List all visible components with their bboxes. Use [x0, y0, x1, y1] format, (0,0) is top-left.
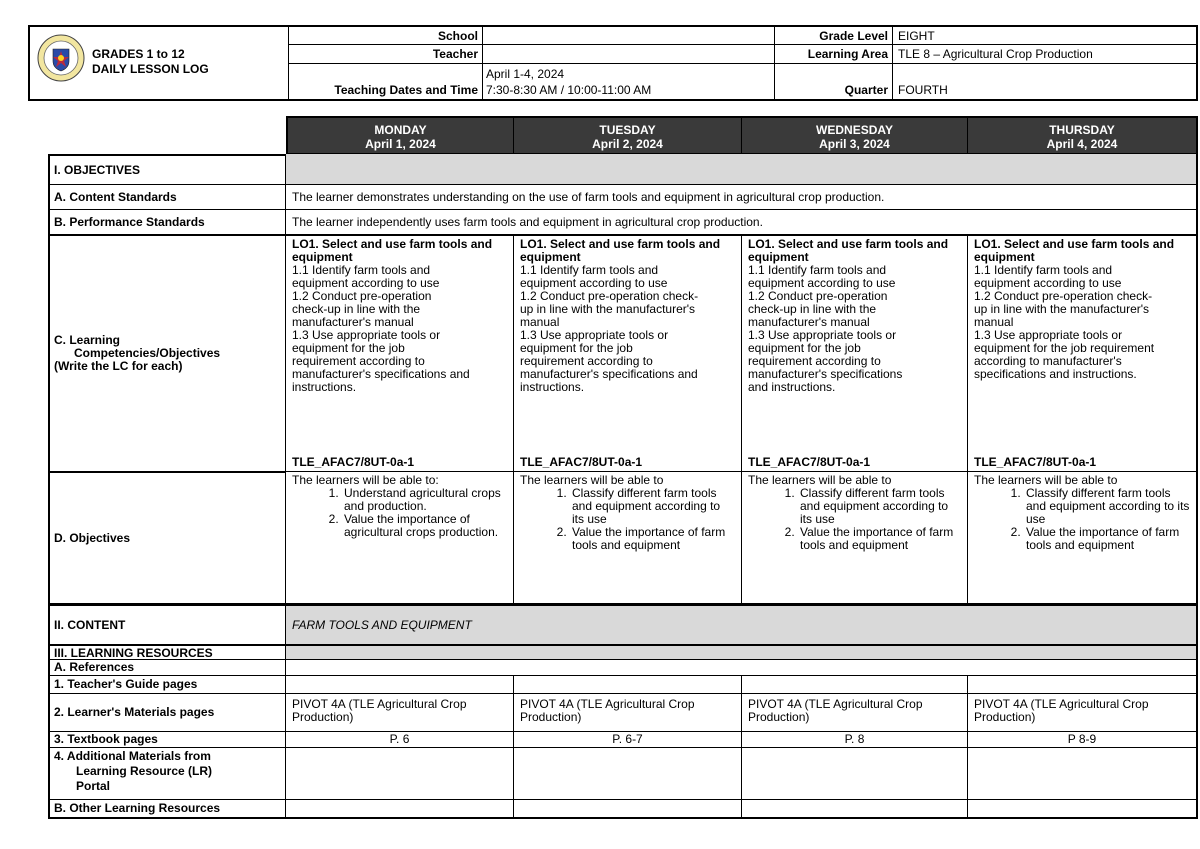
objectives-list [768, 487, 961, 552]
competency-lines [748, 264, 961, 394]
textbook-pages-thursday: P 8-9 [968, 732, 1198, 748]
competency-line: manufacturer's manual [292, 315, 414, 329]
resources-section-label: III. LEARNING RESOURCES [48, 646, 286, 660]
form-title-line2: DAILY LESSON LOG [92, 62, 209, 76]
objectives-cell-thursday [968, 472, 1198, 604]
competency-line: and instructions. [748, 380, 836, 394]
competency-line: check-up in line with the [292, 302, 421, 316]
competency-line: manual [974, 315, 1014, 329]
day-name: THURSDAY [1049, 123, 1115, 137]
teachers-guide-wednesday [742, 676, 968, 694]
objectives-label: D. Objectives [48, 472, 286, 604]
additional-materials-label [48, 748, 286, 800]
competency-line: instructions. [520, 380, 585, 394]
day-date: April 2, 2024 [592, 137, 663, 151]
competency-line: 1.1 Identify farm tools and [974, 263, 1113, 277]
learners-materials-monday: PIVOT 4A (TLE Agricultural Crop Production) [286, 694, 514, 732]
additional-materials-wednesday [742, 748, 968, 800]
competencies-label-line1: C. Learning [54, 333, 121, 347]
competency-lo: LO1. Select and use farm tools and equipment [748, 237, 949, 264]
learning-area-value: TLE 8 – Agricultural Crop Production [898, 47, 1093, 61]
other-resources-monday [286, 800, 514, 819]
competency-code: TLE_AFAC7/8UT-0a-1 [292, 455, 415, 469]
objective-item: 2. Value the importance of farm tools and equipment [570, 526, 735, 552]
competency-line: 1.1 Identify farm tools and [520, 263, 659, 277]
competency-line: check-up in line with the [748, 302, 877, 316]
grade-level-value: EIGHT [898, 29, 935, 43]
objectives-intro: The learners will be able to: [292, 473, 439, 487]
lesson-log-table [48, 116, 1198, 821]
competency-line: requirement according to [292, 354, 425, 368]
competency-line: requirement according to [520, 354, 653, 368]
objective-item: 1. Classify different farm tools and equipment according to its use [798, 487, 961, 526]
objective-item: 2. Value the importance of farm tools and equipment [798, 526, 961, 552]
teaching-time-value: 7:30-8:30 AM / 10:00-11:00 AM [486, 83, 652, 97]
references-label: A. References [48, 660, 286, 676]
objectives-section-label: I. OBJECTIVES [48, 154, 286, 185]
divider [288, 44, 1196, 45]
additional-materials-line3: Portal [76, 779, 111, 793]
content-section-label: II. CONTENT [48, 604, 286, 646]
textbook-pages-monday: P. 6 [286, 732, 514, 748]
competency-code: TLE_AFAC7/8UT-0a-1 [520, 455, 643, 469]
competency-lines [520, 264, 735, 394]
competency-line: manufacturer's specifications and [520, 367, 698, 381]
other-resources-label: B. Other Learning Resources [48, 800, 286, 819]
day-name: WEDNESDAY [816, 123, 893, 137]
day-name: MONDAY [374, 123, 427, 137]
additional-materials-monday [286, 748, 514, 800]
objectives-section-fill [286, 154, 1198, 185]
day-header-monday [286, 116, 514, 154]
competency-line: manual [520, 315, 560, 329]
objectives-intro: The learners will be able to [748, 473, 892, 487]
competency-cell-wednesday [742, 236, 968, 472]
learning-area-label: Learning Area [807, 47, 888, 61]
competency-lo: LO1. Select and use farm tools and equipment [292, 237, 493, 264]
learners-materials-wednesday: PIVOT 4A (TLE Agricultural Crop Production) [742, 694, 968, 732]
competency-line: instructions. [292, 380, 357, 394]
competency-line: requirement according to [748, 354, 881, 368]
competency-line: 1.3 Use appropriate tools or [520, 328, 669, 342]
header-title-area [30, 27, 288, 99]
competency-lo: LO1. Select and use farm tools and equipment [520, 237, 721, 264]
day-date: April 3, 2024 [819, 137, 890, 151]
competency-line: manufacturer's specifications [748, 367, 903, 381]
competency-line: 1.2 Conduct pre-operation [748, 289, 888, 303]
other-resources-wednesday [742, 800, 968, 819]
learners-materials-tuesday: PIVOT 4A (TLE Agricultural Crop Production) [514, 694, 742, 732]
textbook-pages-tuesday: P. 6-7 [514, 732, 742, 748]
competency-line: equipment according to use [292, 276, 440, 290]
competency-line: equipment for the job [520, 341, 633, 355]
teachers-guide-thursday [968, 676, 1198, 694]
performance-standards-text: The learner independently uses farm tools and equipment in agricultural crop production. [286, 210, 1198, 236]
learners-materials-label: 2. Learner's Materials pages [48, 694, 286, 732]
objective-item: 1. Understand agricultural crops and production. [342, 487, 507, 513]
competency-line: equipment for the job [292, 341, 405, 355]
competency-line: 1.2 Conduct pre-operation check- [520, 289, 699, 303]
content-standards-text: The learner demonstrates understanding on the use of farm tools and equipment in agricultural crop production. [286, 185, 1198, 210]
competency-cell-tuesday [514, 236, 742, 472]
divider [288, 63, 1196, 64]
teachers-guide-tuesday [514, 676, 742, 694]
form-title-line1: GRADES 1 to 12 [92, 47, 185, 61]
competency-line: specifications and instructions. [974, 367, 1137, 381]
competency-cell-monday [286, 236, 514, 472]
other-resources-tuesday [514, 800, 742, 819]
competency-line: equipment according to use [520, 276, 668, 290]
day-date: April 4, 2024 [1046, 137, 1118, 151]
day-date: April 1, 2024 [365, 137, 436, 151]
additional-materials-tuesday [514, 748, 742, 800]
objective-item: 1. Classify different farm tools and equipment according to its use [570, 487, 735, 526]
competency-line: according to manufacturer's [974, 354, 1122, 368]
competency-lines [974, 264, 1190, 381]
competency-code: TLE_AFAC7/8UT-0a-1 [974, 455, 1097, 469]
competency-line: 1.2 Conduct pre-operation check- [974, 289, 1153, 303]
competency-line: equipment according to use [974, 276, 1122, 290]
competency-line: manufacturer's specifications and [292, 367, 470, 381]
competency-line: 1.2 Conduct pre-operation [292, 289, 432, 303]
teachers-guide-monday [286, 676, 514, 694]
additional-materials-thursday [968, 748, 1198, 800]
performance-standards-label: B. Performance Standards [48, 210, 286, 236]
objective-item: 2. Value the importance of farm tools and equipment [1024, 526, 1190, 552]
teaching-dates-value: April 1-4, 2024 [486, 67, 565, 81]
learners-materials-thursday: PIVOT 4A (TLE Agricultural Crop Production) [968, 694, 1198, 732]
competencies-label-line2: Competencies/Objectives [74, 346, 221, 360]
competencies-label [48, 236, 286, 472]
objectives-list [312, 487, 507, 539]
references-cell [286, 660, 1198, 676]
competency-line: 1.3 Use appropriate tools or [974, 328, 1123, 342]
competency-line: 1.1 Identify farm tools and [292, 263, 431, 277]
additional-materials-line2: Learning Resource (LR) [76, 764, 213, 778]
quarter-label: Quarter [844, 83, 888, 97]
objectives-list [540, 487, 735, 552]
objectives-list [994, 487, 1190, 552]
objectives-intro: The learners will be able to [520, 473, 664, 487]
competency-line: equipment according to use [748, 276, 896, 290]
competency-line: 1.3 Use appropriate tools or [748, 328, 897, 342]
content-value: FARM TOOLS AND EQUIPMENT [286, 604, 1198, 646]
competency-lo: LO1. Select and use farm tools and equipment [974, 237, 1175, 264]
objectives-cell-wednesday [742, 472, 968, 604]
objectives-intro: The learners will be able to [974, 473, 1118, 487]
competency-line: equipment for the job [748, 341, 861, 355]
objective-item: 2. Value the importance of agricultural crops production. [342, 513, 507, 539]
competency-code: TLE_AFAC7/8UT-0a-1 [748, 455, 871, 469]
form-title [92, 47, 209, 77]
objective-item: 1. Classify different farm tools and equipment according to its use [1024, 487, 1190, 526]
teaching-dates-label: Teaching Dates and Time [334, 83, 478, 97]
resources-section-fill [286, 646, 1198, 660]
day-header-thursday [968, 116, 1198, 154]
competency-lines [292, 264, 507, 394]
competency-line: equipment for the job requirement [974, 341, 1155, 355]
competency-line: manufacturer's manual [748, 315, 870, 329]
competencies-label-line3: (Write the LC for each) [54, 359, 183, 373]
day-header-tuesday [514, 116, 742, 154]
competency-line: up in line with the manufacturer's [520, 302, 696, 316]
competency-line: 1.1 Identify farm tools and [748, 263, 887, 277]
teacher-label: Teacher [432, 47, 478, 61]
objectives-cell-monday [286, 472, 514, 604]
competency-line: up in line with the manufacturer's [974, 302, 1150, 316]
textbook-pages-wednesday: P. 8 [742, 732, 968, 748]
competency-cell-thursday [968, 236, 1198, 472]
additional-materials-line1: 4. Additional Materials from [54, 749, 211, 763]
quarter-value: FOURTH [898, 83, 948, 97]
competency-line: 1.3 Use appropriate tools or [292, 328, 441, 342]
day-header-wednesday [742, 116, 968, 154]
grade-level-label: Grade Level [819, 29, 888, 43]
school-label: School [437, 29, 478, 43]
day-name: TUESDAY [599, 123, 656, 137]
deped-seal-icon [36, 33, 86, 83]
other-resources-thursday [968, 800, 1198, 819]
header-block [28, 25, 1198, 101]
objectives-cell-tuesday [514, 472, 742, 604]
textbook-pages-label: 3. Textbook pages [48, 732, 286, 748]
content-standards-label: A. Content Standards [48, 185, 286, 210]
teachers-guide-label: 1. Teacher's Guide pages [48, 676, 286, 694]
